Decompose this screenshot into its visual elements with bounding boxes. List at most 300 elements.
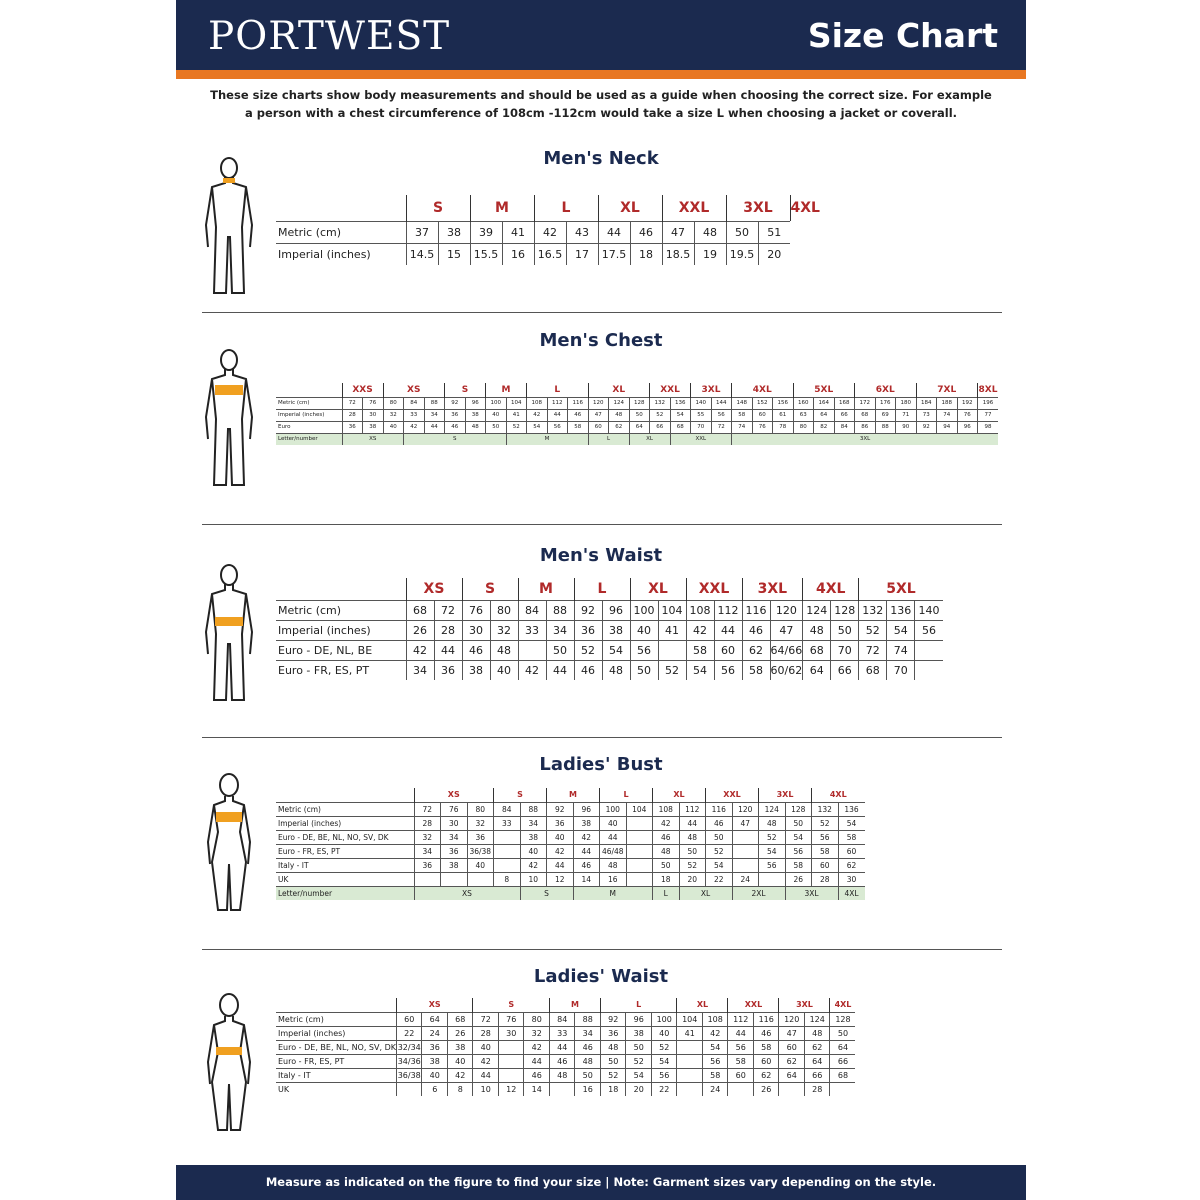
chest-size-table	[276, 383, 998, 445]
row-label: Italy - IT	[276, 858, 414, 872]
table-cell: 48	[600, 858, 627, 872]
table-cell: 46	[742, 620, 770, 640]
table-cell: XL	[629, 433, 670, 445]
table-cell: 42	[702, 1026, 728, 1040]
table-cell: 76	[752, 421, 773, 433]
table-cell	[626, 830, 653, 844]
table-cell: 33	[549, 1026, 575, 1040]
table-cell: 22	[706, 872, 733, 886]
table-cell: 58	[812, 844, 839, 858]
table-cell: 36	[574, 620, 602, 640]
table-cell: 33	[404, 409, 425, 421]
section-mens-waist	[176, 540, 1026, 735]
table-cell	[494, 844, 521, 858]
table-cell: 132	[859, 600, 887, 620]
table-cell: 62	[779, 1054, 805, 1068]
table-cell: 184	[916, 397, 937, 409]
table-cell: 124	[804, 1012, 830, 1026]
size-header-3xl: 3XL	[726, 195, 790, 221]
table-cell: 16.5	[534, 243, 566, 265]
row-label: Metric (cm)	[276, 1012, 396, 1026]
table-cell: 68	[447, 1012, 473, 1026]
table-cell: 64	[422, 1012, 448, 1026]
table-cell: 19.5	[726, 243, 758, 265]
brand-logo: PORTWEST	[208, 14, 451, 59]
table-cell: 116	[706, 802, 733, 816]
table-cell: 52	[759, 830, 786, 844]
table-cell: 33	[518, 620, 546, 640]
row-label: Letter/number	[276, 433, 342, 445]
table-cell: 28	[342, 409, 363, 421]
row-label: Euro	[276, 421, 342, 433]
size-header-xl: XL	[588, 383, 650, 397]
table-cell: 54	[838, 816, 865, 830]
table-cell: 92	[445, 397, 466, 409]
size-header-xl: XL	[598, 195, 662, 221]
table-cell: 120	[732, 802, 759, 816]
table-cell: 60	[588, 421, 609, 433]
table-cell: 60	[838, 844, 865, 858]
table-cell: 172	[855, 397, 876, 409]
size-header-s: S	[445, 383, 486, 397]
table-cell: 69	[875, 409, 896, 421]
table-cell: 17	[566, 243, 598, 265]
table-cell: 26	[753, 1082, 779, 1096]
table-cell: 68	[855, 409, 876, 421]
table-cell: 40	[547, 830, 574, 844]
table-cell: 22	[651, 1082, 677, 1096]
table-cell: 112	[679, 802, 706, 816]
size-header-xxs: XXS	[342, 383, 383, 397]
table-cell: 76	[957, 409, 978, 421]
table-cell: 36	[467, 830, 494, 844]
table-cell: 66	[650, 421, 671, 433]
table-cell	[732, 830, 759, 844]
table-cell: 94	[937, 421, 958, 433]
table-cell: 38	[520, 830, 547, 844]
table-cell: 8	[494, 872, 521, 886]
table-cell: 3XL	[785, 886, 838, 900]
table-row	[276, 802, 865, 816]
table-cell: 58	[838, 830, 865, 844]
table-cell: 104	[506, 397, 527, 409]
table-cell: 56	[711, 409, 732, 421]
table-row	[276, 1054, 855, 1068]
section-mens-chest	[176, 325, 1026, 520]
table-cell: 28	[804, 1082, 830, 1096]
table-cell: 38	[465, 409, 486, 421]
table-cell: 72	[473, 1012, 499, 1026]
table-cell: 38	[363, 421, 384, 433]
table-cell: 44	[546, 660, 574, 680]
table-cell: 43	[566, 221, 598, 243]
table-cell: 48	[759, 816, 786, 830]
table-cell: 37	[406, 221, 438, 243]
table-cell: 38	[441, 858, 468, 872]
table-cell: 32	[490, 620, 518, 640]
table-row	[276, 1012, 855, 1026]
table-cell: 14	[524, 1082, 550, 1096]
table-cell: 32	[467, 816, 494, 830]
table-cell: 4XL	[838, 886, 865, 900]
table-cell: 42	[686, 620, 714, 640]
table-cell: 36	[434, 660, 462, 680]
row-label: Metric (cm)	[276, 397, 342, 409]
table-cell: 47	[588, 409, 609, 421]
table-cell: 64	[779, 1068, 805, 1082]
table-cell: 108	[702, 1012, 728, 1026]
table-cell: 12	[498, 1082, 524, 1096]
table-cell	[441, 872, 468, 886]
table-cell: 48	[575, 1054, 601, 1068]
row-label: Italy - IT	[276, 1068, 396, 1082]
table-cell: M	[506, 433, 588, 445]
table-cell: 54	[706, 858, 733, 872]
table-cell	[915, 660, 943, 680]
table-cell: 50	[626, 1040, 652, 1054]
table-cell: 16	[502, 243, 534, 265]
table-row	[276, 221, 820, 243]
table-cell: 128	[785, 802, 812, 816]
table-cell	[677, 1054, 703, 1068]
table-cell	[518, 640, 546, 660]
row-label: Imperial (inches)	[276, 243, 406, 265]
row-label: Metric (cm)	[276, 221, 406, 243]
size-header-5xl: 5XL	[793, 383, 855, 397]
row-label: Euro - FR, ES, PT	[276, 660, 406, 680]
table-cell: 46	[630, 221, 662, 243]
table-cell: 56	[915, 620, 943, 640]
table-row	[276, 409, 998, 421]
table-cell: 8	[447, 1082, 473, 1096]
table-cell: 40	[490, 660, 518, 680]
table-cell	[626, 816, 653, 830]
ladies-waist-size-table	[276, 998, 855, 1096]
table-cell: 74	[732, 421, 753, 433]
table-cell: 40	[651, 1026, 677, 1040]
table-cell: 36	[600, 1026, 626, 1040]
table-cell: 84	[549, 1012, 575, 1026]
table-cell: 120	[770, 600, 803, 620]
table-cell: 48	[549, 1068, 575, 1082]
section-divider	[202, 524, 1002, 525]
table-cell	[498, 1040, 524, 1054]
size-header-l: L	[600, 998, 677, 1012]
table-cell: 52	[650, 409, 671, 421]
table-cell: 116	[753, 1012, 779, 1026]
table-cell: 84	[834, 421, 855, 433]
body-figure-icon	[198, 772, 260, 917]
table-cell: 18	[653, 872, 680, 886]
table-cell: 136	[670, 397, 691, 409]
table-cell: 68	[670, 421, 691, 433]
header-bar	[176, 0, 1026, 70]
table-cell: 15	[438, 243, 470, 265]
table-cell	[626, 844, 653, 858]
table-cell: 18	[600, 1082, 626, 1096]
table-cell: 48	[602, 660, 630, 680]
table-cell: 124	[803, 600, 831, 620]
table-cell: 41	[677, 1026, 703, 1040]
table-cell: 54	[785, 830, 812, 844]
table-cell: 16	[600, 872, 627, 886]
neck-size-table	[276, 195, 820, 265]
row-label-header	[276, 998, 396, 1012]
table-cell: 50	[726, 221, 758, 243]
table-cell: 48	[803, 620, 831, 640]
table-cell	[677, 1082, 703, 1096]
table-cell: 46	[568, 409, 589, 421]
table-cell: 128	[830, 1012, 856, 1026]
size-header-4xl: 4XL	[812, 788, 865, 802]
table-cell: 54	[887, 620, 915, 640]
table-row	[276, 1040, 855, 1054]
table-cell: 90	[896, 421, 917, 433]
table-cell: 14.5	[406, 243, 438, 265]
table-cell: 46	[753, 1026, 779, 1040]
table-cell: 77	[978, 409, 999, 421]
table-cell: 22	[396, 1026, 422, 1040]
table-cell: 47	[732, 816, 759, 830]
section-divider	[202, 949, 1002, 950]
table-row	[276, 1082, 855, 1096]
table-cell: 55	[691, 409, 712, 421]
table-cell: 44	[573, 844, 600, 858]
table-cell: 44	[424, 421, 445, 433]
size-header-m: M	[549, 998, 600, 1012]
table-cell: 47	[770, 620, 803, 640]
table-cell: 44	[434, 640, 462, 660]
table-cell: 96	[573, 802, 600, 816]
table-cell: 58	[686, 640, 714, 660]
table-cell: 58	[742, 660, 770, 680]
table-cell: 33	[494, 816, 521, 830]
table-cell: 88	[520, 802, 547, 816]
row-label: Imperial (inches)	[276, 1026, 396, 1040]
table-cell: 46	[575, 1040, 601, 1054]
table-cell	[759, 872, 786, 886]
table-cell: 48	[490, 640, 518, 660]
table-cell: 63	[793, 409, 814, 421]
table-cell: 40	[600, 816, 627, 830]
table-cell: 42	[404, 421, 425, 433]
table-cell: 40	[473, 1040, 499, 1054]
table-cell: 62	[753, 1068, 779, 1082]
table-cell: 47	[662, 221, 694, 243]
table-cell: 72	[414, 802, 441, 816]
row-label: UK	[276, 1082, 396, 1096]
table-cell: XS	[342, 433, 404, 445]
table-cell: 84	[494, 802, 521, 816]
table-cell: 19	[694, 243, 726, 265]
table-cell: 80	[524, 1012, 550, 1026]
table-cell: 104	[626, 802, 653, 816]
table-cell	[830, 1082, 856, 1096]
table-cell: 52	[574, 640, 602, 660]
table-cell: 56	[651, 1068, 677, 1082]
table-row	[276, 816, 865, 830]
row-label: Imperial (inches)	[276, 816, 414, 830]
size-header-s: S	[473, 998, 550, 1012]
table-cell: 112	[714, 600, 742, 620]
table-cell: 96	[957, 421, 978, 433]
table-cell: 88	[424, 397, 445, 409]
table-cell: 50	[630, 660, 658, 680]
size-header-xs: XS	[383, 383, 445, 397]
table-cell: L	[588, 433, 629, 445]
table-cell: 54	[651, 1054, 677, 1068]
section-title: Men's Waist	[539, 545, 663, 566]
table-cell: 76	[498, 1012, 524, 1026]
table-cell: 32/34	[396, 1040, 422, 1054]
row-label-header	[276, 578, 406, 600]
table-cell: 68	[406, 600, 434, 620]
section-divider	[202, 312, 1002, 313]
table-cell: 52	[651, 1040, 677, 1054]
table-cell	[732, 844, 759, 858]
size-header-xxl: XXL	[686, 578, 742, 600]
table-cell	[626, 858, 653, 872]
table-cell: 40	[467, 858, 494, 872]
table-cell: 80	[490, 600, 518, 620]
size-header-xs: XS	[396, 998, 473, 1012]
table-cell: 34	[414, 844, 441, 858]
table-cell	[498, 1054, 524, 1068]
table-cell: 72	[434, 600, 462, 620]
size-header-8xl: 8XL	[978, 383, 999, 397]
table-cell: 12	[547, 872, 574, 886]
table-cell: 46	[524, 1068, 550, 1082]
table-cell: 78	[773, 421, 794, 433]
table-cell: 64	[804, 1054, 830, 1068]
size-header-4xl: 4XL	[803, 578, 859, 600]
table-row	[276, 1026, 855, 1040]
table-cell: XS	[414, 886, 520, 900]
table-cell: 36	[342, 421, 363, 433]
table-cell: 92	[916, 421, 937, 433]
table-cell: 44	[600, 830, 627, 844]
table-cell: 40	[422, 1068, 448, 1082]
row-label: Euro - DE, NL, BE	[276, 640, 406, 660]
table-cell: 68	[859, 660, 887, 680]
size-header-m: M	[547, 788, 600, 802]
table-cell: 132	[812, 802, 839, 816]
table-cell: 42	[573, 830, 600, 844]
size-header-3xl: 3XL	[742, 578, 803, 600]
table-cell: 28	[414, 816, 441, 830]
table-cell: 108	[527, 397, 548, 409]
table-cell: 66	[834, 409, 855, 421]
size-header-4xl: 4XL	[790, 195, 820, 221]
table-cell: 26	[447, 1026, 473, 1040]
table-cell: 34/36	[396, 1054, 422, 1068]
table-cell: 40	[447, 1054, 473, 1068]
table-cell: 54	[626, 1068, 652, 1082]
table-cell: 44	[524, 1054, 550, 1068]
body-figure-icon	[198, 155, 260, 300]
table-cell: 46	[445, 421, 466, 433]
table-cell: 50	[785, 816, 812, 830]
table-cell: 50	[486, 421, 507, 433]
table-cell: 76	[363, 397, 384, 409]
row-label: Euro - DE, BE, NL, NO, SV, DK	[276, 1040, 396, 1054]
table-cell: 72	[711, 421, 732, 433]
waist-size-table	[276, 578, 943, 680]
table-cell: 100	[651, 1012, 677, 1026]
table-row	[276, 600, 943, 620]
table-cell: 74	[887, 640, 915, 660]
table-cell: L	[653, 886, 680, 900]
section-ladies-waist	[176, 962, 1026, 1157]
row-label: Metric (cm)	[276, 600, 406, 620]
table-cell: 54	[527, 421, 548, 433]
table-cell: 58	[785, 858, 812, 872]
table-cell: 64	[629, 421, 650, 433]
table-cell: 44	[598, 221, 630, 243]
table-cell: 58	[702, 1068, 728, 1082]
table-cell: 46	[462, 640, 490, 660]
size-header-l: L	[574, 578, 630, 600]
table-cell: 3XL	[732, 433, 999, 445]
table-cell: 120	[779, 1012, 805, 1026]
table-cell: 30	[498, 1026, 524, 1040]
table-cell: 42	[653, 816, 680, 830]
table-cell: 60/62	[770, 660, 803, 680]
table-cell: 24	[732, 872, 759, 886]
table-cell: 42	[473, 1054, 499, 1068]
table-row	[276, 858, 865, 872]
table-cell: 192	[957, 397, 978, 409]
table-cell: 40	[383, 421, 404, 433]
table-cell: 62	[838, 858, 865, 872]
table-cell: 70	[831, 640, 859, 660]
table-cell: 20	[679, 872, 706, 886]
table-cell	[494, 858, 521, 872]
table-cell: 20	[758, 243, 790, 265]
table-cell: 34	[441, 830, 468, 844]
table-cell: 46/48	[600, 844, 627, 858]
table-cell: 38	[447, 1040, 473, 1054]
row-label: Euro - DE, BE, NL, NO, SV, DK	[276, 830, 414, 844]
table-cell: 152	[752, 397, 773, 409]
table-cell: 56	[759, 858, 786, 872]
table-cell: 30	[363, 409, 384, 421]
intro-text: These size charts show body measurements and should be used as a guide when choosing the correct size. For example a person with a chest circumference of 108cm -112cm would take a size L when choosing a jacket or coverall.	[210, 88, 992, 120]
row-label: Imperial (inches)	[276, 409, 342, 421]
table-cell: 62	[804, 1040, 830, 1054]
table-cell: 36	[445, 409, 466, 421]
table-cell: 140	[915, 600, 943, 620]
size-header-s: S	[494, 788, 547, 802]
table-cell: 80	[383, 397, 404, 409]
table-cell: 6	[422, 1082, 448, 1096]
table-cell: 84	[518, 600, 546, 620]
table-cell: 71	[896, 409, 917, 421]
table-cell	[732, 858, 759, 872]
table-cell: 48	[653, 844, 680, 858]
size-header-7xl: 7XL	[916, 383, 978, 397]
table-cell: 60	[779, 1040, 805, 1054]
size-header-xxl: XXL	[706, 788, 759, 802]
row-label: Metric (cm)	[276, 802, 414, 816]
table-cell: 18	[630, 243, 662, 265]
table-cell: 38	[573, 816, 600, 830]
row-label-header	[276, 788, 414, 802]
table-cell: 188	[937, 397, 958, 409]
table-cell: 88	[575, 1012, 601, 1026]
row-label: Imperial (inches)	[276, 620, 406, 640]
table-cell: 41	[658, 620, 686, 640]
